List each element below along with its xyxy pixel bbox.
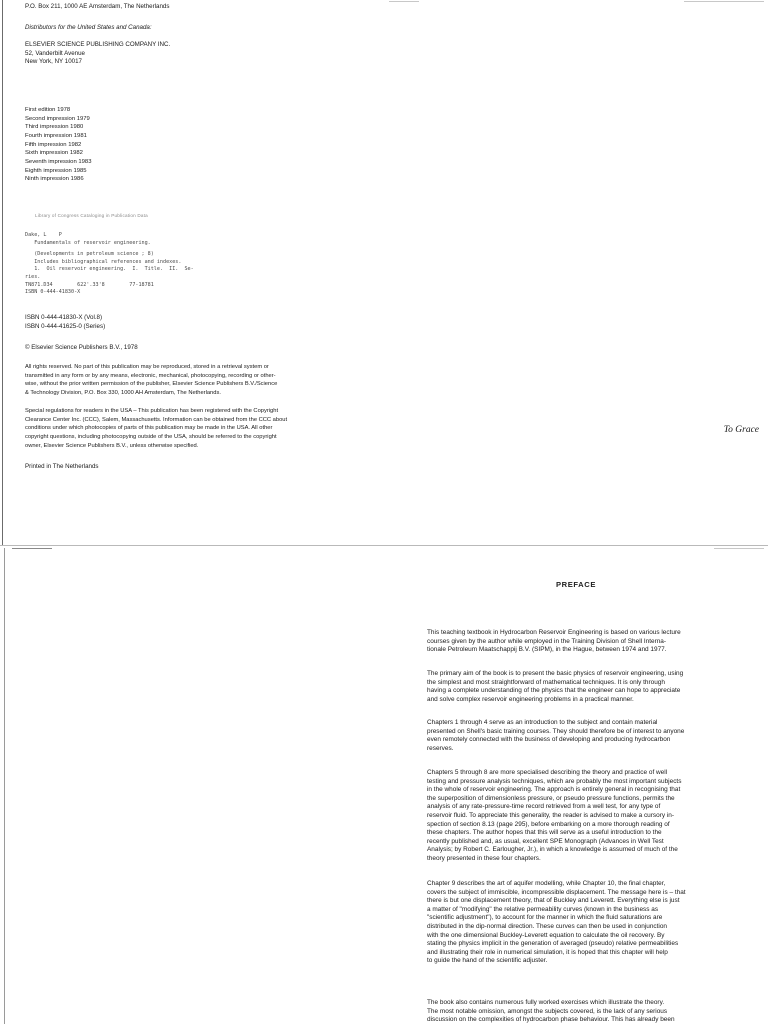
cip-line: ries. <box>25 273 41 280</box>
copyright-notice: © Elsevier Science Publishers B.V., 1978 <box>25 344 138 351</box>
us-publisher-line: New York, NY 10017 <box>25 58 82 66</box>
usa-line: conditions under which photocopies of parts of this publication may be made in the USA. All other <box>25 425 273 432</box>
publisher-address: P.O. Box 211, 1000 AE Amsterdam, The Netherlands <box>25 3 170 10</box>
preface-line: having a complete understanding of the physics that the engineer can hope to appreciate <box>427 687 681 695</box>
impression-line: Fourth impression 1981 <box>25 132 87 139</box>
preface-line: to guide the hand of the scientific adjuster. <box>427 957 548 965</box>
impression-line: First edition 1978 <box>25 107 71 113</box>
rights-notice <box>25 363 277 398</box>
cip-line: ISBN 0-444-41830-X <box>25 289 81 296</box>
preface-line: the superposition of dimensionless pressure, or pseudo pressure functions, permits the <box>427 794 675 802</box>
preface-line: Analysis; by Robert C. Earlougher, Jr.), in which a knowledge is assumed of much of the <box>427 846 678 854</box>
rights-line: & Technology Division, P.O. Box 330, 1000 AH Amsterdam, The Netherlands. <box>25 390 221 397</box>
preface-line: discussion on the complexities of hydrocarbon phase behaviour. This has already been <box>427 1016 675 1024</box>
usa-line: copyright questions, including photocopying outside of the USA, should be referred to the copyright <box>25 434 277 441</box>
preface-line: there is but one displacement theory, that of Buckley and Leverett. Everything else is just <box>427 897 680 905</box>
preface-line: these chapters. The author hopes that this will serve as a useful introduction to the <box>427 829 662 837</box>
usa-line: owner, Elsevier Science Publishers B.V., unless otherwise specified. <box>25 442 199 449</box>
preface-line: stating the physics implicit in the generation of averaged (pseudo) relative permeabilities <box>427 940 679 948</box>
cip-line: Fundamentals of reservoir engineering. <box>25 239 151 246</box>
us-publisher-address <box>25 41 170 67</box>
preface-line: reserves. <box>427 744 454 752</box>
rights-line: All rights reserved. No part of this publication may be reproduced, stored in a retrieval system or <box>25 364 269 370</box>
preface-line: a matter of "modifying" the relative permeability curves (known in the business as <box>427 905 659 913</box>
page-edge <box>2 0 3 545</box>
preface-line: tionale Petroleum Maatschappij B.V. (SIPM), in the Hague, between 1974 and 1977. <box>427 646 667 654</box>
preface-line: Chapters 5 through 8 are more specialised describing the theory and practice of well <box>427 769 668 776</box>
preface-line: distributed in the dip-normal direction. These curves can then be used in conjunction <box>427 922 667 930</box>
preface-line: The most notable omission, amongst the subjects covered, is the lack of any serious <box>427 1007 668 1015</box>
preface-line: reservoir fluid. To appreciate this generality, the reader is advised to make a cursory in- <box>427 811 675 819</box>
distributors-label: Distributors for the United States and Canada: <box>25 24 152 31</box>
cip-line: Dake, L P <box>25 232 62 238</box>
rights-line: wise, without the prior written permission of the publisher, Elsevier Science Publishers B.V./Science <box>25 381 278 388</box>
cip-line: Includes bibliographical references and indexes. <box>25 258 182 265</box>
preface-line: spection of section 8.13 (page 295), before embarking on a more thorough reading of <box>427 820 670 828</box>
usa-line: Clearance Center Inc. (CCC), Salem, Massachusetts. Information can be obtained from the CCC about <box>25 416 288 423</box>
copyright-page <box>0 0 384 545</box>
impression-line: Second impression 1979 <box>25 115 90 122</box>
preface-line: with the one dimensional Buckley-Leverett equation to calculate the oil recovery. By <box>427 931 665 939</box>
dedication-page <box>384 0 768 545</box>
preface-line: courses given by the author while employed in the Training Division of Shell Interna- <box>427 637 667 645</box>
impression-line: Eighth impression 1985 <box>25 167 87 174</box>
isbn-line: ISBN 0-444-41625-0 (Series) <box>25 322 106 330</box>
preface-paragraph <box>427 719 757 753</box>
impression-line: Fifth impression 1982 <box>25 141 82 148</box>
cip-line: TN871.D34 622'.33'8 77-18781 <box>25 281 154 288</box>
scan-edge-mark <box>714 548 764 549</box>
page-divider <box>0 545 768 546</box>
preface-paragraph <box>427 880 757 966</box>
preface-paragraph <box>427 670 757 704</box>
page-edge <box>4 548 5 1024</box>
preface-line: The book also contains numerous fully worked exercises which illustrate the theory. <box>427 999 665 1006</box>
cip-line: 1. Oil reservoir engineering. I. Title. II. Se- <box>25 266 194 273</box>
preface-line: even remotely connected with the business of developing and producing hydrocarbon <box>427 736 671 744</box>
preface-paragraph <box>427 999 757 1024</box>
printed-in: Printed in The Netherlands <box>25 463 99 470</box>
preface-line: covers the subject of immiscible, incompressible displacement. The message here is – that <box>427 888 686 896</box>
preface-line: presented on Shell's basic training courses. They should therefore be of interest to anyone <box>427 727 685 735</box>
preface-line: recently published and, as usual, excellent SPE Monograph (Advances in Well Test <box>427 837 664 845</box>
impression-list <box>25 106 91 184</box>
preface-line: Chapters 1 through 4 serve as an introduction to the subject and contain material <box>427 719 658 726</box>
scan-edge-mark <box>12 548 52 549</box>
preface-line: analysis of any rate-pressure-time record retrieved from a well test, for any type of <box>427 803 661 811</box>
impression-line: Seventh impression 1983 <box>25 158 92 165</box>
preface-line: testing and pressure analysis techniques, which are probably the most important subjects <box>427 777 682 785</box>
preface-line: This teaching textbook in Hydrocarbon Reservoir Engineering is based on various lecture <box>427 629 681 636</box>
preface-line: and illustrating their role in numerical simulation, it is hoped that this chapter will help <box>427 948 668 956</box>
rights-line: transmitted in any form or by any means, electronic, mechanical, photocopying, recording or other- <box>25 372 276 379</box>
scan-edge-mark <box>684 1 764 2</box>
usa-line: Special regulations for readers in the USA – This publication has been registered with the Copyright <box>25 408 279 414</box>
impression-line: Ninth impression 1986 <box>25 176 84 183</box>
us-publisher-line: ELSEVIER SCIENCE PUBLISHING COMPANY INC. <box>25 41 171 48</box>
scan-edge-mark <box>389 1 419 2</box>
preface-paragraph <box>427 769 757 864</box>
preface-line: theory presented in these four chapters. <box>427 854 541 862</box>
us-publisher-line: 52, Vanderbilt Avenue <box>25 49 85 57</box>
usa-regulations <box>25 407 287 451</box>
preface-line: Chapter 9 describes the art of aquifer modelling, while Chapter 10, the final chapter, <box>427 880 666 887</box>
impression-line: Sixth impression 1982 <box>25 150 83 157</box>
preface-line: in the whole of reservoir engineering. The approach is entirely general in recognising that <box>427 786 681 794</box>
preface-line: the simplest and most straightforward of mathematical techniques. It is only through <box>427 678 665 686</box>
blank-page <box>0 545 384 1024</box>
impression-line: Third impression 1980 <box>25 124 84 131</box>
cip-line: (Developments in petroleum science ; 8) <box>25 251 154 258</box>
preface-page <box>384 545 768 1024</box>
preface-line: "scientific adjustment"), to account for the manner in which the fluid saturations are <box>427 914 663 922</box>
isbn-block <box>25 314 105 331</box>
cip-heading: Library of Congress Cataloging in Publication Data <box>35 213 148 218</box>
preface-line: and solve complex reservoir engineering problems in a practical manner. <box>427 695 634 703</box>
preface-line: The primary aim of the book is to present the basic physics of reservoir engineering, using <box>427 670 684 677</box>
dedication-text: To Grace <box>723 425 759 435</box>
cip-block <box>25 232 194 297</box>
preface-title: PREFACE <box>555 580 597 589</box>
isbn-line: ISBN 0-444-41830-X (Vol.8) <box>25 314 103 321</box>
preface-paragraph <box>427 629 757 655</box>
